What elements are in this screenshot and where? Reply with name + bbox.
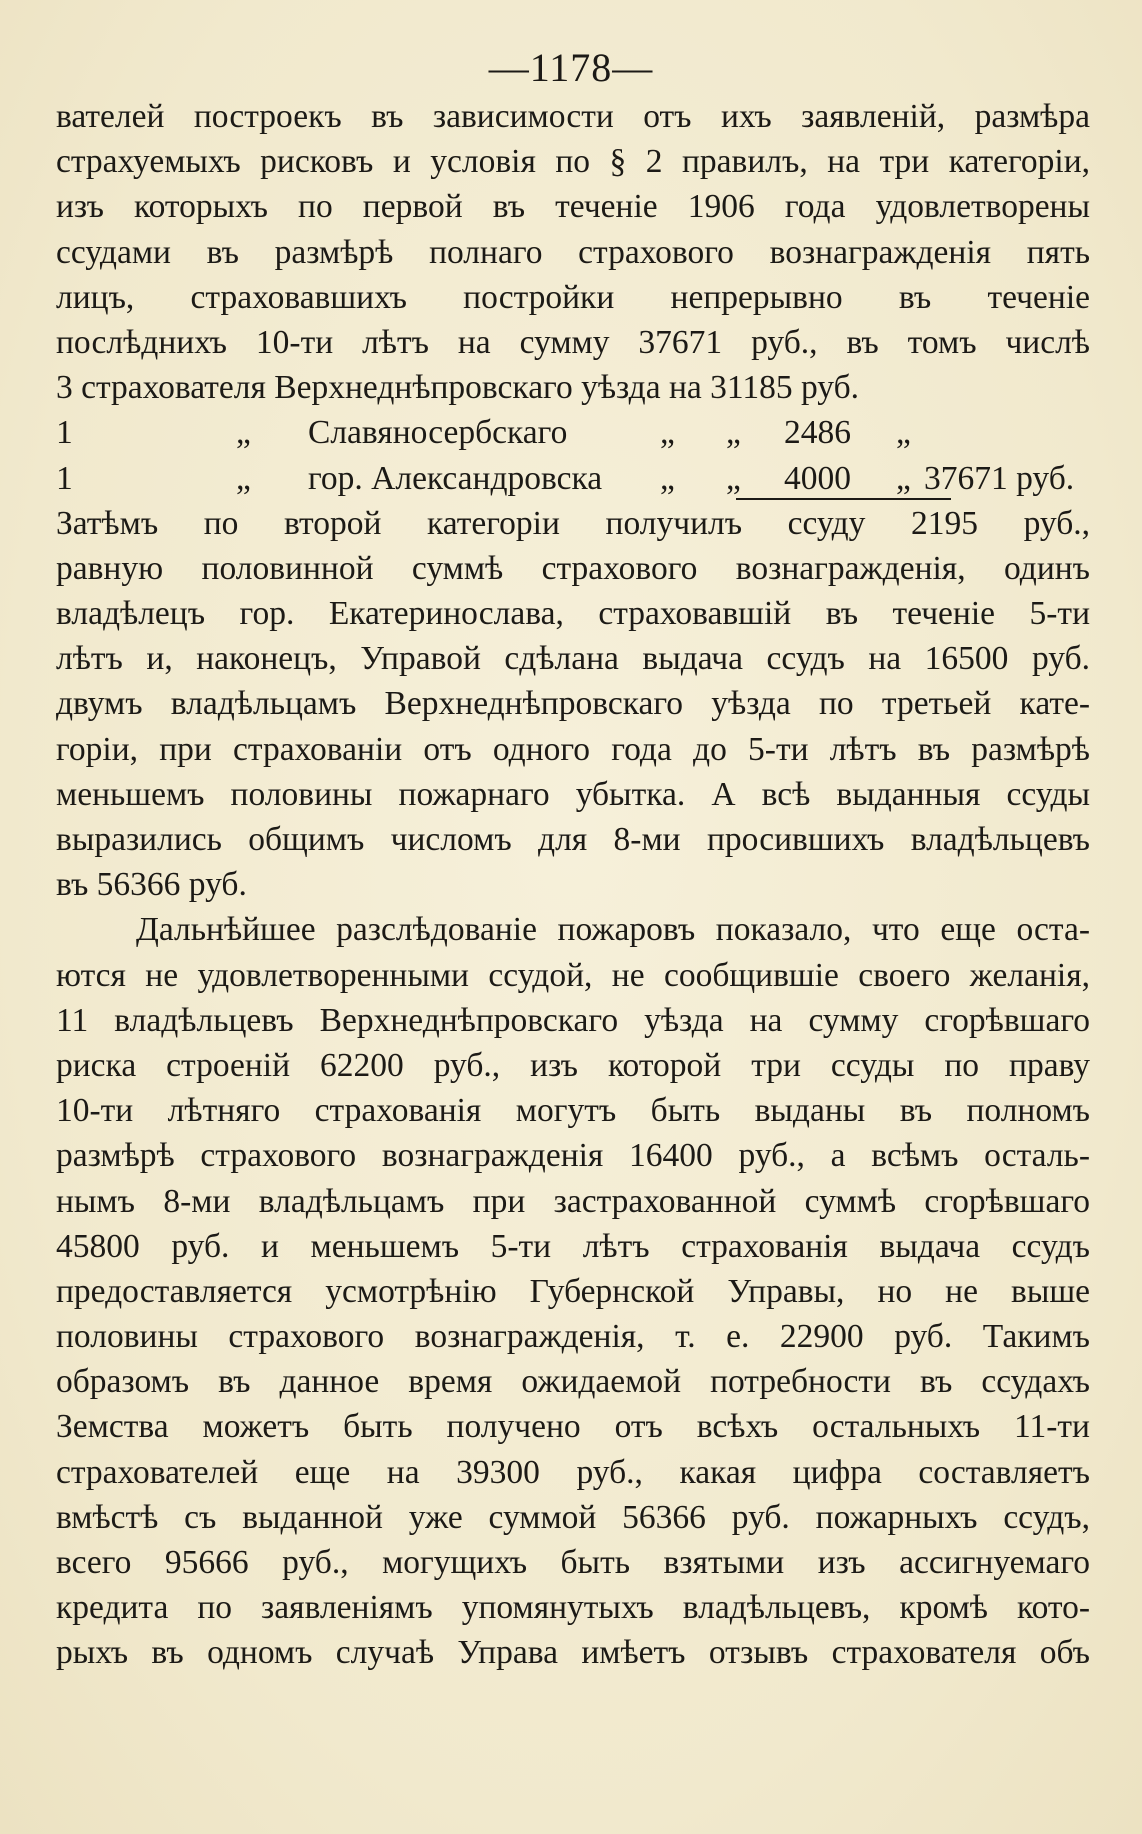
text-line: образомъ въ данное время ожидаемой потребности въ ссудахъ <box>56 1363 1090 1401</box>
text-line: 3 страхователя Верхнеднѣпровскаго уѣзда на 31185 руб. <box>56 369 860 407</box>
page-number: —1178— <box>488 45 654 90</box>
ledger-total: 37671 руб. <box>924 459 1075 497</box>
text-line: кредита по заявленіямъ упомянутыхъ владѣльцевъ, кромѣ кото- <box>56 1589 1090 1627</box>
ledger-row <box>56 410 1090 455</box>
text-line: выразились общимъ числомъ для 8-ми просившихъ владѣльцевъ <box>56 821 1090 858</box>
ledger-ditto-mark: „ <box>726 414 741 452</box>
ledger-ditto-mark: „ <box>236 414 251 452</box>
text-line: послѣднихъ 10-ти лѣтъ на сумму 37671 руб., въ томъ числѣ <box>56 323 1090 361</box>
ledger-amount: 4000 <box>784 459 851 497</box>
text-line: 10-ти лѣтняго страхованія могутъ быть выданы въ полномъ <box>56 1092 1090 1130</box>
text-line: меньшемъ половины пожарнаго убытка. А всѣ выданныя ссуды <box>56 775 1090 813</box>
text-line: горіи, при страхованіи отъ одного года до 5-ти лѣтъ въ размѣрѣ <box>56 730 1090 768</box>
text-line: рыхъ въ одномъ случаѣ Управа имѣетъ отзывъ страхователя объ <box>56 1634 1090 1672</box>
text-line: предоставляется усмотрѣнію Губернской Управы, но не выше <box>56 1272 1090 1310</box>
sum-underline <box>736 498 951 500</box>
body-text <box>56 94 1090 1676</box>
ledger-amount: 2486 <box>784 414 851 452</box>
text-line: 45800 руб. и меньшемъ 5-ти лѣтъ страхованія выдача ссудъ <box>56 1227 1090 1265</box>
text-line: Дальнѣйшее разслѣдованіе пожаровъ показало, что еще оста- <box>136 911 1090 949</box>
ledger-place: Славяносербскаго <box>308 414 568 452</box>
text-line: ются не удовлетворенными ссудой, не сообщившіе своего желанія, <box>56 956 1090 994</box>
text-line: изъ которыхъ по первой въ теченіе 1906 года удовлетворены <box>56 188 1090 226</box>
text-line: вателей построекъ въ зависимости отъ ихъ заявленій, размѣра <box>56 98 1090 135</box>
text-line: лѣтъ и, наконецъ, Управой сдѣлана выдача ссудъ на 16500 руб. <box>56 640 1090 678</box>
text-line: владѣлецъ гор. Екатеринослава, страховавшій въ теченіе 5-ти <box>56 595 1090 633</box>
ledger-row <box>56 456 1090 501</box>
text-line: 11 владѣльцевъ Верхнеднѣпровскаго уѣзда на сумму сгорѣвшаго <box>56 1001 1090 1039</box>
text-line: равную половинной суммѣ страхового вознагражденія, одинъ <box>56 549 1090 587</box>
ledger-ditto-mark: „ <box>236 459 251 497</box>
ledger-ditto-mark: „ <box>660 414 675 452</box>
text-line: Земства можетъ быть получено отъ всѣхъ остальныхъ 11-ти <box>56 1408 1090 1446</box>
text-line: всего 95666 руб., могущихъ быть взятыми изъ ассигнуемаго <box>56 1544 1090 1581</box>
ledger-place: гор. Александровска <box>308 459 603 497</box>
text-line: нымъ 8-ми владѣльцамъ при застрахованной суммѣ сгорѣвшаго <box>56 1182 1090 1220</box>
ledger-ditto-mark: „ <box>896 459 911 497</box>
text-line: страхуемыхъ рисковъ и условія по § 2 правилъ, на три категоріи, <box>56 143 1090 181</box>
text-line: ссудами въ размѣрѣ полнаго страхового вознагражденія пять <box>56 233 1090 271</box>
text-line: риска строеній 62200 руб., изъ которой три ссуды по праву <box>56 1046 1090 1084</box>
ledger-count: 1 <box>56 459 73 497</box>
text-line: страхователей еще на 39300 руб., какая цифра составляетъ <box>56 1453 1090 1491</box>
text-line: половины страхового вознагражденія, т. е. 22900 руб. Такимъ <box>56 1318 1090 1356</box>
ledger-ditto-mark: „ <box>896 414 911 452</box>
text-line: Затѣмъ по второй категоріи получилъ ссуду 2195 руб., <box>56 504 1090 542</box>
text-line: вмѣстѣ съ выданной уже суммой 56366 руб. пожарныхъ ссудъ, <box>56 1498 1090 1536</box>
text-line: двумъ владѣльцамъ Верхнеднѣпровскаго уѣзда по третьей кате- <box>56 685 1090 723</box>
ledger-count: 1 <box>56 414 73 452</box>
text-line: лицъ, страховавшихъ постройки непрерывно въ теченіе <box>56 278 1090 316</box>
ledger-ditto-mark: „ <box>660 459 675 497</box>
text-line: въ 56366 руб. <box>56 866 247 904</box>
text-line: размѣрѣ страхового вознагражденія 16400 руб., а всѣмъ осталь- <box>56 1137 1090 1175</box>
ledger-ditto-mark: „ <box>726 459 741 497</box>
